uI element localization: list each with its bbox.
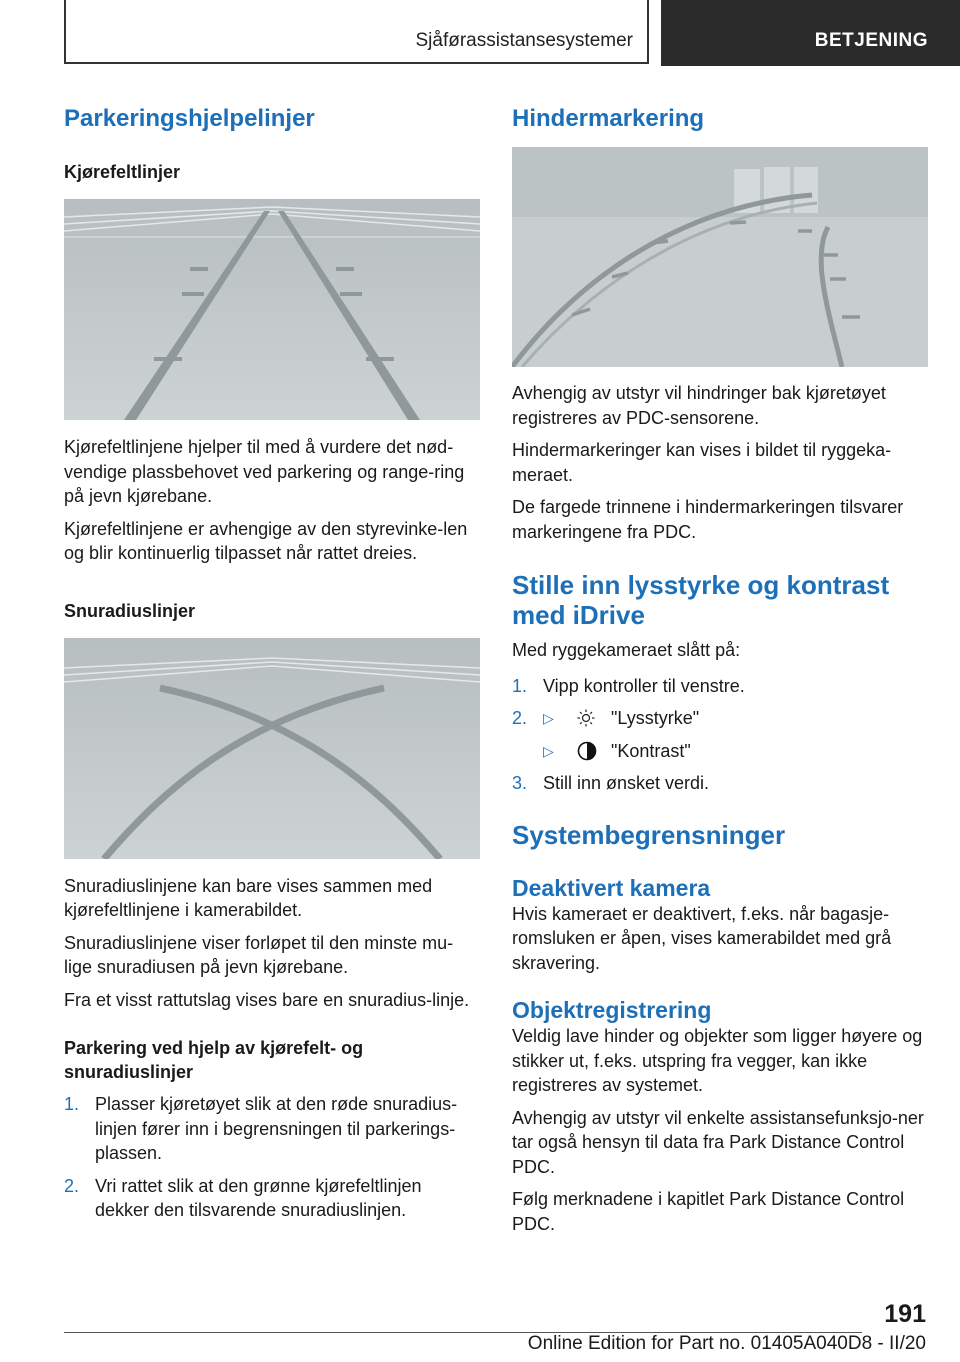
brightness-substep [543,706,928,731]
page-number: 191 [884,1300,926,1328]
contrast-substep [543,739,928,764]
detection-paragraph-3: Følg merknadene i kapitlet Park Distance Control PDC. [512,1189,905,1234]
header-chapter-title: BETJENING [814,30,928,51]
contrast-icon [577,741,611,761]
list-item: 1. Plasser kjøretøyet slik at den røde snuradius-linjen fører inn i begrensningen til parkerings-plassen. [64,1094,458,1163]
heading-system-limits: Systembegrensninger [512,819,786,850]
heading-object-detection: Objektregistrering [512,997,712,1023]
radius-paragraph-2: Snuradiuslinjene viser forløpet til den minste mu-lige snuradiusen på jevn kjørebane. [64,932,454,977]
brightness-intro: Med ryggekameraet slått på: [512,640,741,660]
heading-radius-lines: Snuradiuslinjer [64,600,196,621]
parking-steps [64,1092,480,1223]
edition-info: Online Edition for Part no. 01405A040D8 - II/20 [527,1333,926,1354]
left-column [64,100,480,1223]
header-section-title: Sjåførassistansesystemer [415,30,633,51]
detection-paragraph-2: Avhengig av utstyr vil enkelte assistansefunksjo-ner tar også hensyn til data fra Park Distance Control PDC. [512,1107,924,1177]
lane-paragraph-1: Kjørefeltlinjene hjelper til med å vurdere det nød-vendige plassbehovet ved parkering og range-ring på jevn kjørebane. [64,437,465,506]
right-column [512,100,928,1236]
lane-lines-image [64,199,480,420]
header-section-box [64,0,649,64]
list-item: 2. Vri rattet slik at den grønne kjørefeltlinjen dekker den tilsvarende snuradiuslinjen. [64,1175,422,1220]
contrast-label: "Kontrast" [611,740,691,761]
heading-lane-lines: Kjørefeltlinjer [64,162,181,182]
camera-paragraph: Hvis kameraet er deaktivert, f.eks. når bagasje-romsluken er åpen, vises kamerabildet med grå skravering. [512,903,892,973]
arrow-icon: ▷ [543,710,554,726]
list-item: 2. ▷ "Lysstyrke" ▷ "Kontrast" [512,706,928,763]
brightness-steps [512,674,928,796]
arrow-icon: ▷ [543,742,554,759]
brightness-label: "Lysstyrke" [611,708,700,728]
sun-icon [577,709,611,727]
heading-brightness-contrast: Stille inn lysstyrke og kontrast med iDrive [512,570,890,630]
obstacle-paragraph-1: Avhengig av utstyr vil hindringer bak kjøretøyet registreres av PDC-sensorene. [512,383,886,428]
obstacle-paragraph-2: Hindermarkeringer kan vises i bildet til ryggeka-meraet. [512,440,892,485]
heading-obstacle-marking: Hindermarkering [512,105,705,132]
list-item: 3. Still inn ønsket verdi. [512,773,710,793]
radius-lines-image [64,638,480,859]
obstacle-paragraph-3: De fargede trinnene i hindermarkeringen tilsvarer markeringene fra PDC. [512,497,904,542]
heading-camera-disabled: Deaktivert kamera [512,874,711,901]
heading-parking-lines: Parkeringshjelpelinjer [64,105,315,132]
header-chapter-tab [661,0,960,66]
radius-paragraph-3: Fra et visst rattutslag vises bare en snuradius-linje. [64,989,470,1010]
obstacle-marking-image [512,147,928,367]
detection-paragraph-1: Veldig lave hinder og objekter som ligger høyere og stikker ut, f.eks. utspring fra vegger, kan ikke registreres av systemet. [512,1026,923,1095]
list-item: 1. Vipp kontroller til venstre. [512,675,745,696]
heading-parking-procedure: Parkering ved hjelp av kjørefelt- og snuradiuslinjer [64,1038,364,1082]
radius-paragraph-1: Snuradiuslinjene kan bare vises sammen med kjørefeltlinjene i kamerabildet. [64,875,433,920]
lane-paragraph-2: Kjørefeltlinjene er avhengige av den styrevinke-len og blir kontinuerlig tilpasset når rattet dreies. [64,518,468,563]
